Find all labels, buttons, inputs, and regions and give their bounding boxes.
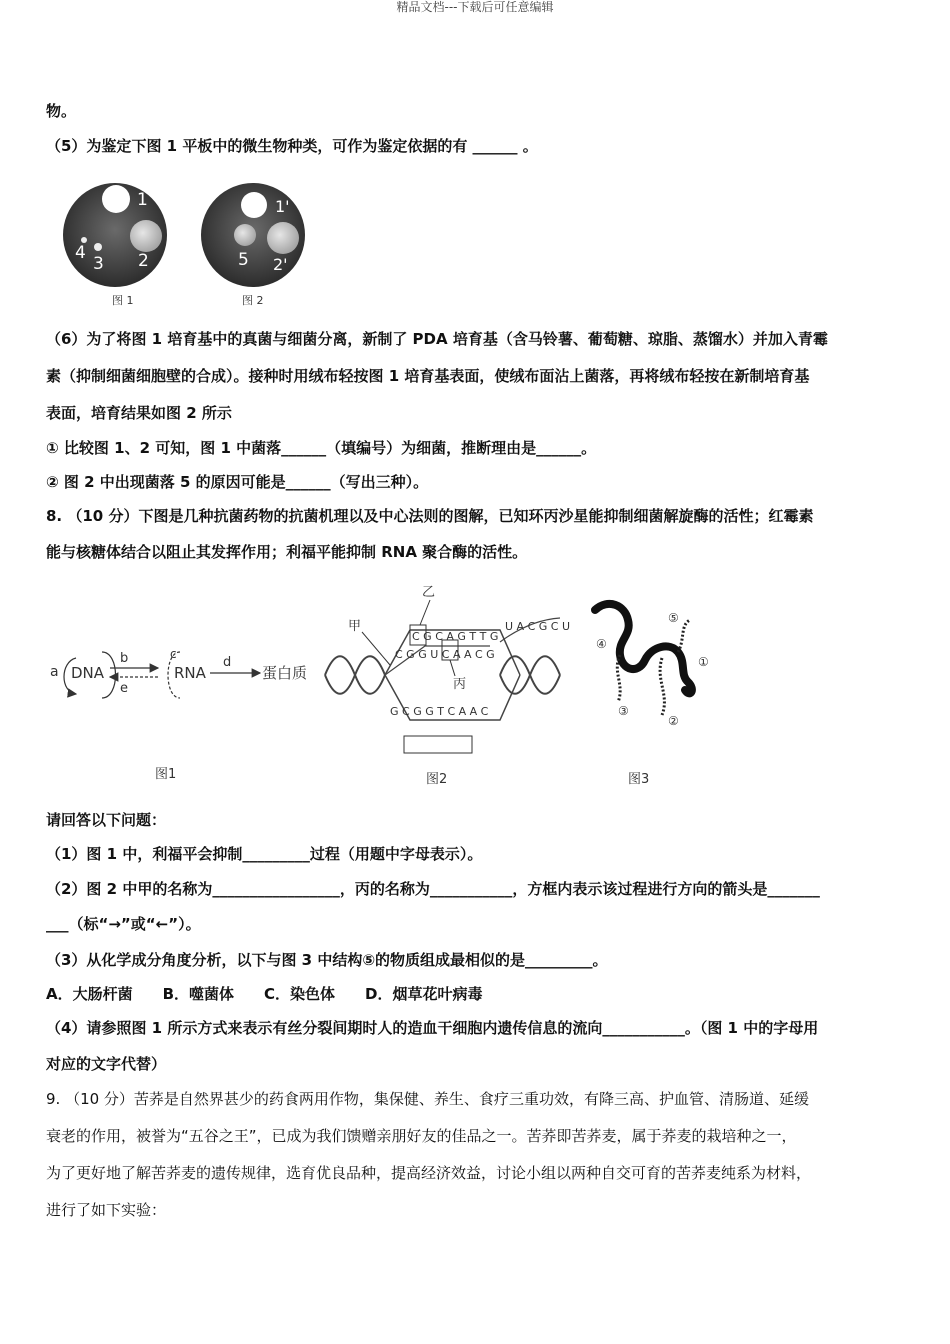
label-bing: 丙 xyxy=(453,677,467,692)
caption-fig3: 图3 xyxy=(628,772,650,787)
question-9-line4: 进行了如下实验： xyxy=(46,1201,167,1219)
protein-label: 蛋白质 xyxy=(262,664,308,682)
question-8-3-options: A．大肠杆菌 B．噬菌体 C．染色体 D．烟草花叶病毒 xyxy=(46,985,483,1003)
label-jia: 甲 xyxy=(348,619,362,634)
figure-2-transcription xyxy=(325,585,570,787)
question-8-2-line2: ___（标“→”或“←”）。 xyxy=(46,915,201,933)
colony-2 xyxy=(130,220,162,252)
label-2p: 2' xyxy=(273,255,288,274)
plate-1 xyxy=(63,183,167,287)
question-6-sub2: ② 图 2 中出现菌落 5 的原因可能是______（写出三种）。 xyxy=(46,473,429,491)
struct-label-2: ② xyxy=(668,714,679,728)
question-8-2-line1: （2）图 2 中甲的名称为_________________，丙的名称为___________，方框内表示该过程进行方向的箭头是_______ xyxy=(46,880,820,898)
colony-1 xyxy=(102,185,130,213)
petri-plates-figure xyxy=(55,178,315,308)
question-8-4-line2: 对应的文字代替） xyxy=(46,1055,167,1073)
label-b: b xyxy=(120,651,129,666)
question-8-3: （3）从化学成分角度分析，以下与图 3 中结构⑤的物质组成最相似的是_________。 xyxy=(46,951,608,969)
label-c: c xyxy=(170,647,177,661)
question-6-sub1: ① 比较图 1、2 可知，图 1 中菌落______（填编号）为细菌，推断理由是______。 xyxy=(46,439,597,457)
question-5: （5）为鉴定下图 1 平板中的微生物种类，可作为鉴定依据的有 ______ 。 xyxy=(46,137,538,155)
question-8-1: （1）图 1 中，利福平会抑制_________过程（用题中字母表示）。 xyxy=(46,845,483,863)
question-9-line3: 为了更好地了解苦荞麦的遗传规律，选育优良品种，提高经济效益，讨论小组以两种自交可育的苦荞麦纯系为材料， xyxy=(46,1164,812,1182)
label-d: d xyxy=(223,655,232,670)
struct-label-4: ④ xyxy=(596,637,607,651)
direction-box xyxy=(404,736,472,753)
caption-fig2: 图2 xyxy=(426,772,448,787)
struct-label-5: ⑤ xyxy=(668,611,679,625)
colony-1-prime xyxy=(241,192,267,218)
rna-label: RNA xyxy=(174,664,206,682)
dogma-figure xyxy=(40,580,740,790)
question-8-line1: 8. （10 分）下图是几种抗菌药物的抗菌机理以及中心法则的图解，已知环丙沙星能抑制细菌解旋酶的活性；红霉素 xyxy=(46,507,814,525)
questions-intro: 请回答以下问题： xyxy=(46,811,167,829)
fig1-caption: 图 1 xyxy=(112,294,134,307)
label-2: 2 xyxy=(138,251,149,271)
caption-fig1: 图1 xyxy=(155,767,177,782)
label-e: e xyxy=(120,681,128,696)
struct-label-1: ① xyxy=(698,655,709,669)
question-9-line2: 衰老的作用，被誉为“五谷之王”，已成为我们馈赠亲朋好友的佳品之一。苦荞即苦荞麦，属于荞麦的栽培种之一， xyxy=(46,1127,797,1145)
colony-2-prime xyxy=(267,222,299,254)
top-sequence: C G C A G T T G xyxy=(412,630,499,643)
page-header: 精品文档---下载后可任意编辑 xyxy=(396,0,554,14)
colony-3 xyxy=(94,243,102,251)
struct-label-3: ③ xyxy=(618,704,629,718)
label-5: 5 xyxy=(238,250,249,270)
colony-5 xyxy=(234,224,256,246)
rna-tail-sequence: U A C G C U xyxy=(505,620,570,633)
bottom-sequence: G C G G T C A A C xyxy=(390,705,489,718)
fig2-caption: 图 2 xyxy=(242,294,264,307)
question-6-line1: （6）为了将图 1 培育基中的真菌与细菌分离，新制了 PDA 培育基（含马铃薯、葡萄糖、琼脂、蒸馏水）并加入青霉 xyxy=(46,330,828,348)
label-1p: 1' xyxy=(275,197,290,216)
figure-1-central-dogma xyxy=(50,647,307,782)
label-yi: 乙 xyxy=(422,585,436,600)
label-4: 4 xyxy=(75,243,86,263)
plate-2 xyxy=(201,183,305,287)
label-3: 3 xyxy=(93,254,104,274)
rna-sequence: C G G U C A A C G xyxy=(395,648,495,661)
question-6-line3: 表面，培育结果如图 2 所示 xyxy=(46,404,232,422)
dna-label: DNA xyxy=(71,664,105,682)
label-a: a xyxy=(50,664,59,680)
figure-3-structure xyxy=(595,604,709,787)
question-9-line1: 9. （10 分）苦荞是自然界甚少的药食两用作物，集保健、养生、食疗三重功效，有降三高、护血管、清肠道、延缓 xyxy=(46,1090,809,1108)
label-1: 1 xyxy=(137,190,148,210)
question-8-line2: 能与核糖体结合以阻止其发挥作用；利福平能抑制 RNA 聚合酶的活性。 xyxy=(46,543,528,561)
question-8-4-line1: （4）请参照图 1 所示方式来表示有丝分裂间期时人的造血干细胞内遗传信息的流向___________。（图 1 中的字母用 xyxy=(46,1019,819,1037)
text-line: 物。 xyxy=(46,102,77,120)
question-6-line2: 素（抑制细菌细胞壁的合成）。接种时用绒布轻按图 1 培育基表面，使绒布面沾上菌落，再将绒布轻按在新制培育基 xyxy=(46,367,810,385)
